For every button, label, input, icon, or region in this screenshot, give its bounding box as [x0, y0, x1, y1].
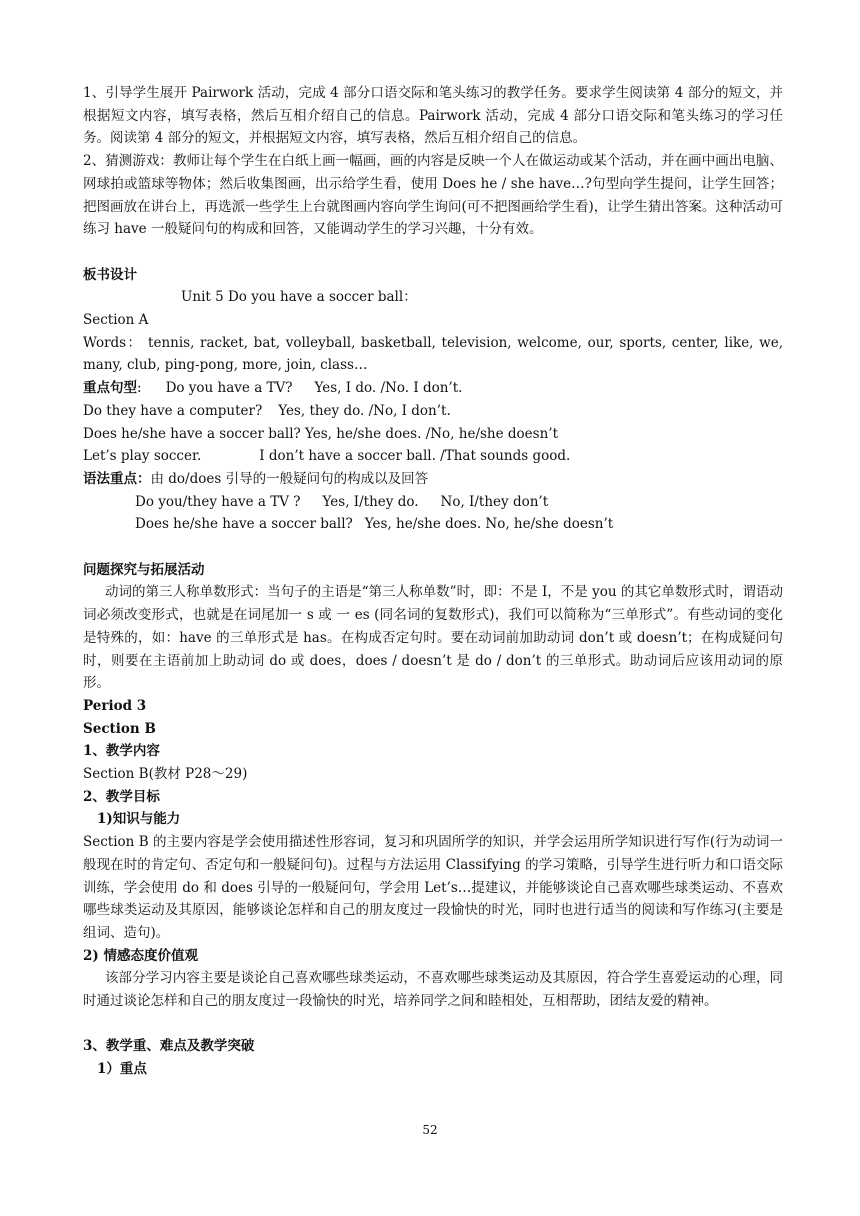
grammar-yes: Yes, I/they do. — [322, 493, 419, 510]
sentence-line-4 — [83, 445, 783, 468]
knowledge-paragraph: Section B 的主要内容是学会使用描述性形容词，复习和巩固所学的知识，并学会运用所学知识进行写作(行为动词一般现在时的肯定句、否定句和一般疑问句)。过程与方法运用 Classifying 的学习策略，引导学生进行听力和口语交际训练，学会使用 do 和 does 引导的一般疑问句，学会用 Let’s…提建议，并能够谈论自己喜欢哪些球类运动、不喜欢哪些球类运动及其原因，能够谈论怎样和自己的朋友度过一段愉快的时光，同时也进行适当的阅读和写作练习(主要是组词、造句)。 — [83, 834, 783, 941]
sentence-question: Do they have a computer? — [83, 402, 263, 419]
sentence-answer: Yes, they do. /No, I don’t. — [278, 402, 451, 419]
teaching-content-text: Section B(教材 P28～29) — [83, 766, 248, 783]
grammar-line — [83, 468, 783, 491]
grammar-example-2 — [83, 513, 783, 536]
key-sentences-label: 重点句型 — [83, 380, 137, 397]
key-question: Do you have a TV? — [165, 380, 293, 397]
document-page — [83, 82, 783, 1081]
activity-paragraph-1: 1、引导学生展开 Pairwork 活动，完成 4 部分口语交际和笔头练习的教学任务。要求学生阅读第 4 部分的短文，并根据短文内容，填写表格，然后互相介绍自己的信息。Pairwork 活动，完成 4 部分口语交际和笔头练习的学习任务。阅读第 4 部分的短文，并根据短文内容，填写表格，然后互相介绍自己的信息。 — [83, 85, 783, 147]
attitude-heading: 2) 情感态度价值观 — [83, 947, 198, 964]
key-points-heading: 1）重点 — [97, 1061, 147, 1078]
grammar-answer: Yes, he/she does. No, he/she doesn’t — [364, 516, 614, 533]
explore-paragraph: 动词的第三人称单数形式：当句子的主语是“第三人称单数”时，即：不是 I，不是 you 的其它单数形式时，谓语动词必须改变形式，也就是在词尾加一 s 或 一 es (同名词的复数形式)，我们可以简称为“三单形式”。有些动词的变化是特殊的，如：have 的三单形式是 has。在构成否定句时。要在动词前加助动词 don’t 或 doesn’t；在构成疑问句时，则要在主语前加上助动词 do 或 does，does / doesn’t 是 do / don’t 的三单形式。助动词后应该用动词的原形。 — [83, 584, 783, 692]
key-colon: : — [137, 380, 142, 397]
sentence-suggestion: Let’s play soccer. — [83, 448, 202, 465]
teaching-goals-heading: 2、教学目标 — [83, 788, 160, 805]
key-difficult-heading: 3、教学重、难点及教学突破 — [83, 1038, 255, 1055]
section-b-title: Section B — [83, 720, 156, 737]
grammar-label: 语法重点： — [83, 470, 151, 487]
sentence-response: I don’t have a soccer ball. /That sounds good. — [259, 448, 571, 465]
knowledge-heading: 1)知识与能力 — [97, 811, 181, 828]
key-answer: Yes, I do. /No. I don’t. — [314, 380, 463, 397]
grammar-text: 由 do/does 引导的一般疑问句的构成以及回答 — [150, 470, 429, 487]
period-title: Period 3 — [83, 697, 147, 714]
activity-paragraph-2: 2、猜测游戏：教师让每个学生在白纸上画一幅画，画的内容是反映一个人在做运动或某个活动，并在画中画出电脑、网球拍或篮球等物体；然后收集图画，出示给学生看，使用 Does he / she have…?句型向学生提问，让学生回答；把图画放在讲台上，再选派一些学生上台就图画内容向学生询问(可不把图画给学生看)，让学生猜出答案。这种活动可练习 have 一般疑问句的构成和回答，又能调动学生的学习兴趣，十分有效。 — [83, 153, 783, 238]
sentence-line-3: Does he/she have a soccer ball? Yes, he/she does. /No, he/she doesn’t — [83, 425, 558, 442]
section-a-label: Section A — [83, 312, 149, 329]
sentence-line-2 — [83, 400, 783, 423]
grammar-question: Does he/she have a soccer ball? — [135, 516, 353, 533]
grammar-example-1 — [83, 491, 783, 514]
page-number: 52 — [422, 1123, 438, 1137]
explore-heading: 问题探究与拓展活动 — [83, 561, 205, 578]
words-line: Words： tennis, racket, bat, volleyball, basketball, television, welcome, our, sports, center, like, we, many, club, ping-pong, more, join, class… — [83, 334, 783, 374]
board-heading: 板书设计 — [83, 266, 137, 283]
teaching-content-heading: 1、教学内容 — [83, 743, 160, 760]
unit-title: Unit 5 Do you have a soccer ball： — [181, 289, 417, 306]
attitude-paragraph: 该部分学习内容主要是谈论自己喜欢哪些球类运动，不喜欢哪些球类运动及其原因，符合学生喜爱运动的心理，同时通过谈论怎样和自己的朋友度过一段愉快的时光，培养同学之间和睦相处，互相帮助，团结友爱的精神。 — [83, 970, 783, 1010]
grammar-no: No, I/they don’t — [440, 493, 549, 510]
key-sentences-line — [83, 377, 783, 400]
grammar-question: Do you/they have a TV ? — [135, 493, 301, 510]
